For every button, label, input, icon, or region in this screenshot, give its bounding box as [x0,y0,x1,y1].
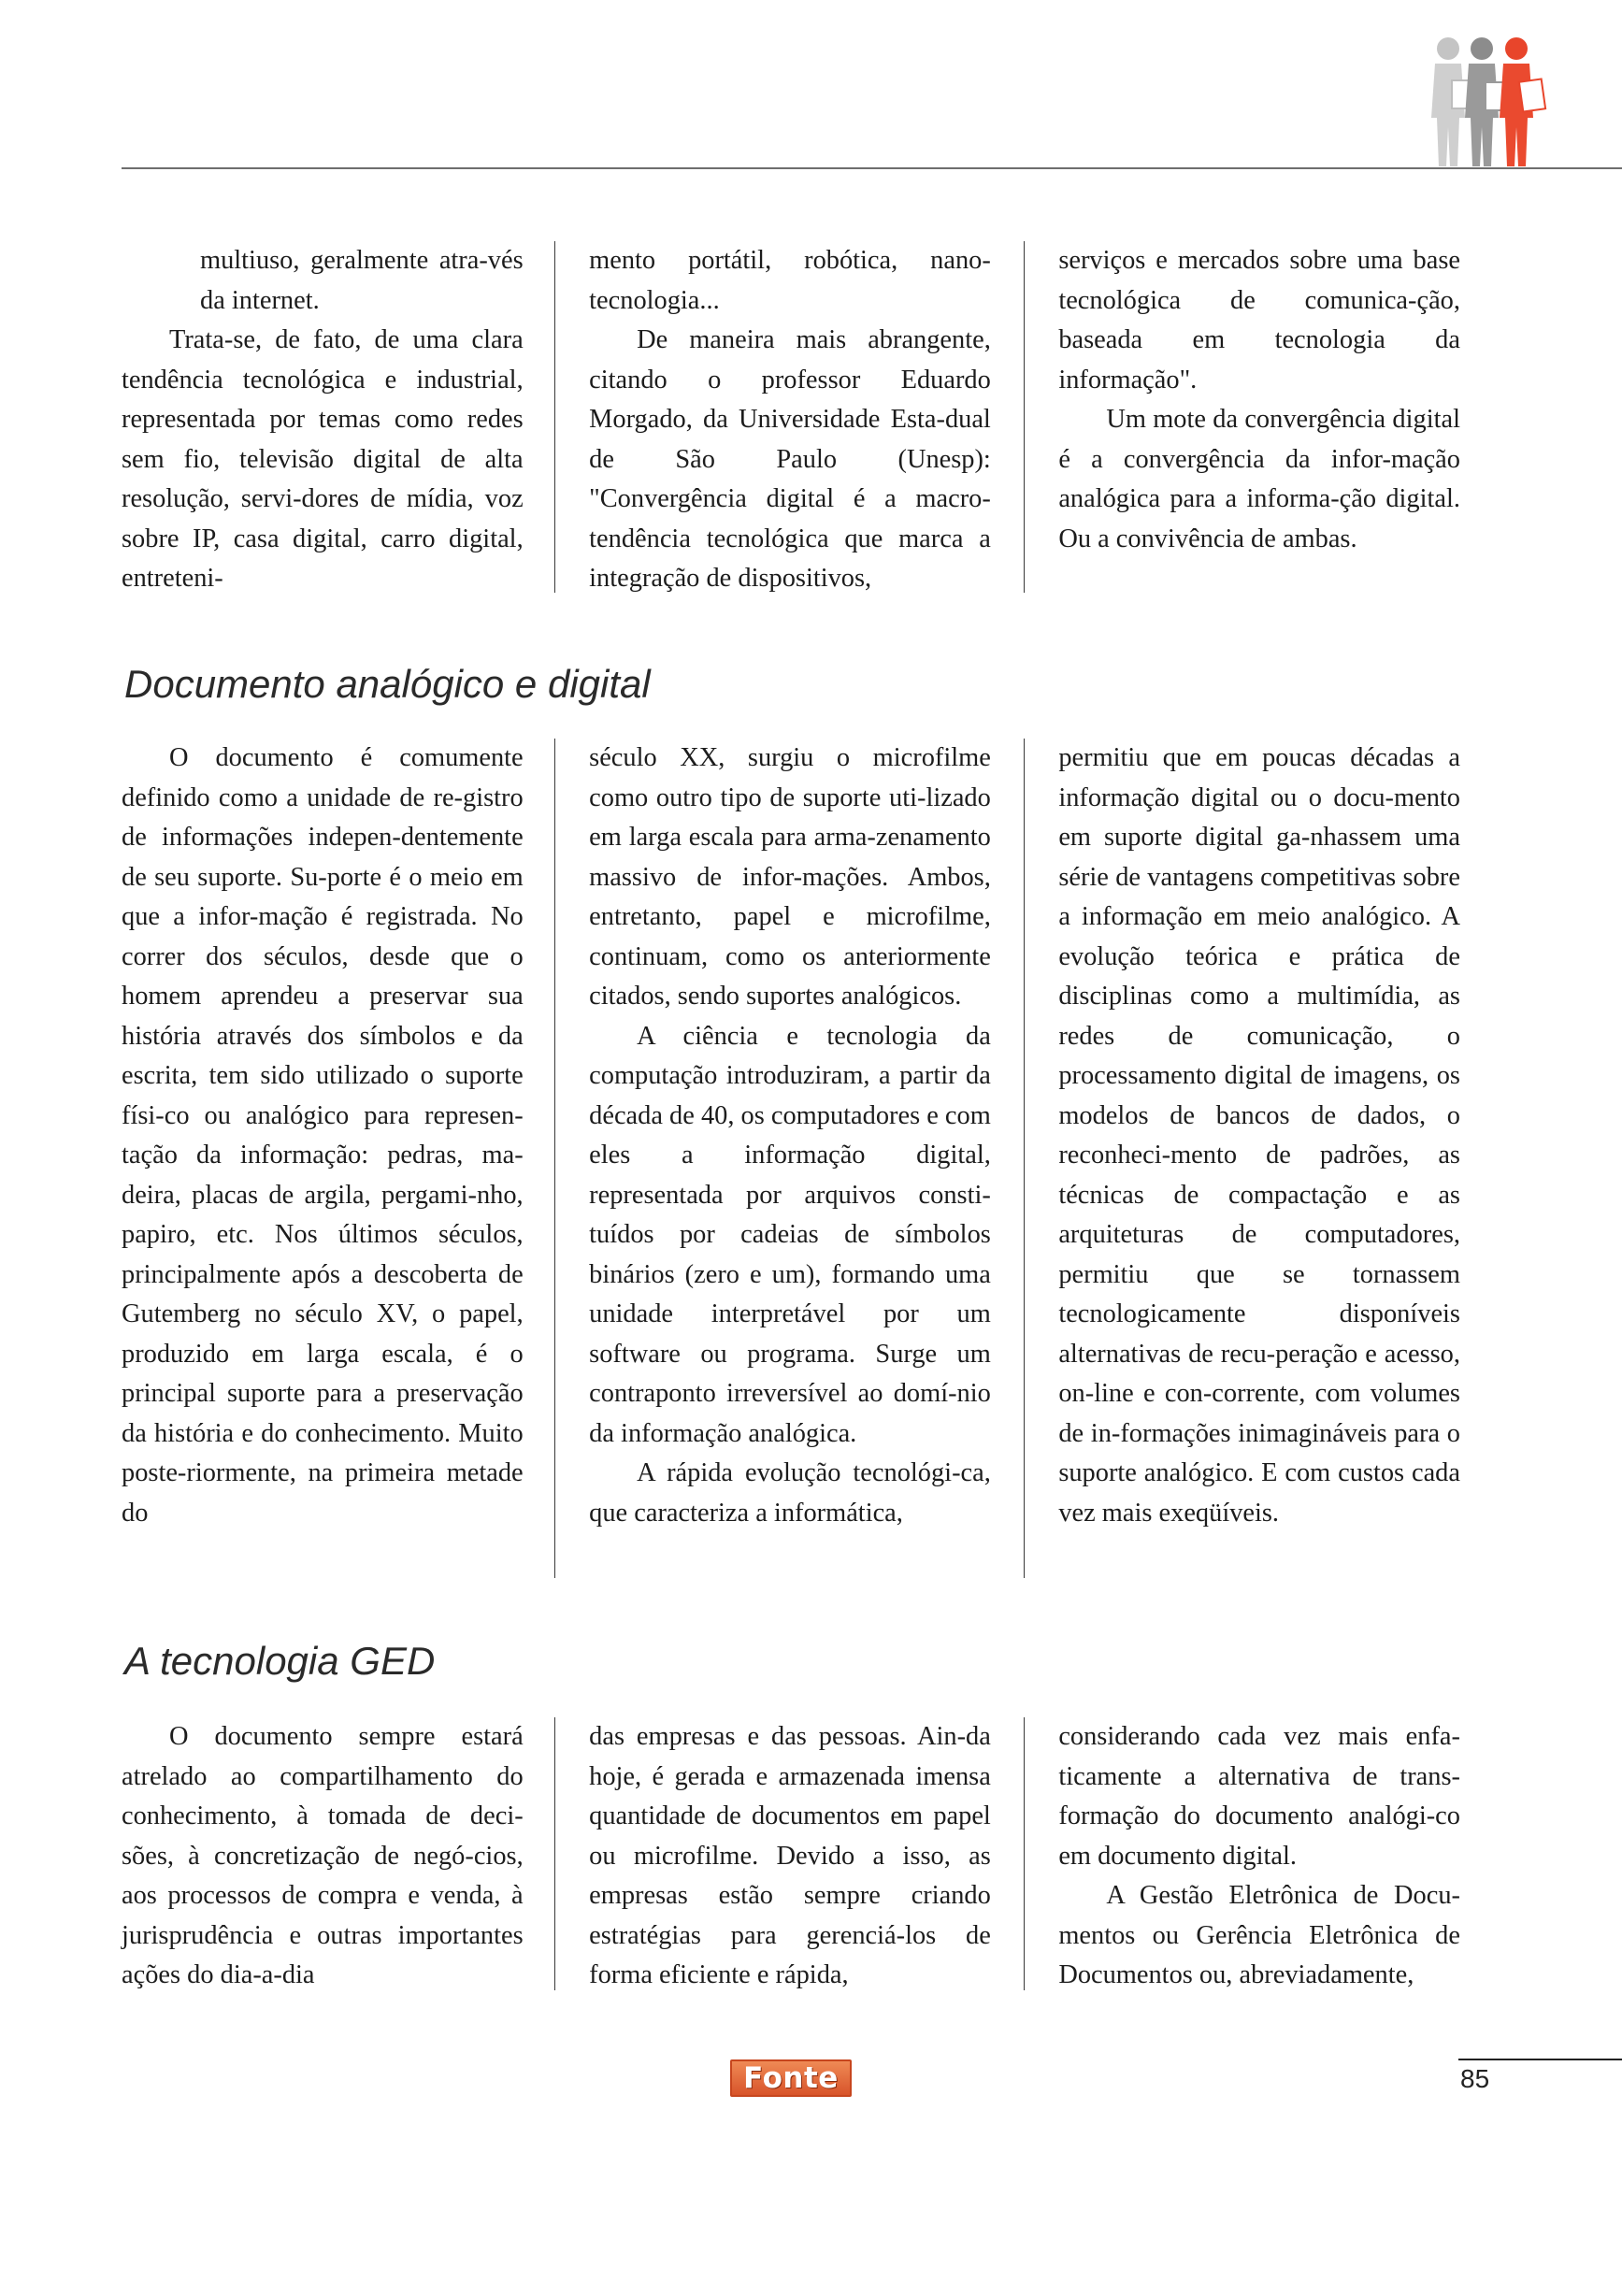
paragraph: De maneira mais abrangente, citando o professor Eduardo Morgado, da Universidade Esta-dual de São Paulo (Unesp): "Convergência digital é a macro-tendência tecnológica que marca a integração de dispositivos, [589,325,991,593]
column-2 [589,1717,991,1990]
paragraph: serviços e mercados sobre uma base tecnológica de comunica-ção, baseada em tecnologia da informação". [1058,246,1460,395]
paragraph: século XX, surgiu o microfilme como outro tipo de suporte uti-lizado em larga escala para arma-zenamento massivo de infor-mações. Ambos, entretanto, papel e microfilme, continuam, como os anteriormente citados, sendo suportes analógicos. [589,743,991,1011]
paragraph: multiuso, geralmente atra-vés da internet. [200,246,524,315]
section-heading: Documento analógico e digital [124,662,651,706]
column-2 [589,739,991,1578]
column-divider [554,1717,555,1990]
paragraph: das empresas e das pessoas. Ain-da hoje, é gerada e armazenada imensa quantidade de documentos em papel ou microfilme. Devido a isso, as empresas estão sempre criando estratégias para gerenciá-los de forma eficiente e rápida, [589,1722,991,1989]
paragraph: mento portátil, robótica, nano-tecnologia... [589,246,991,315]
column-1 [122,241,524,593]
paragraph: A rápida evolução tecnológi-ca, que caracteriza a informática, [589,1458,991,1528]
page-number: 85 [1460,2064,1490,2093]
paragraph: considerando cada vez mais enfa-ticamente a alternativa de trans-formação do documento analógi-co em documento digital. [1058,1722,1460,1871]
column-3 [1058,1717,1460,1990]
column-divider [1024,1717,1025,1990]
column-divider [554,739,555,1578]
column-2 [589,241,991,593]
paragraph: O documento é comumente definido como a unidade de re-gistro de informações indepen-dentemente de seu suporte. Su-porte é o meio em que a infor-mação é registrada. No correr dos séculos, desde que o homem aprendeu a preservar sua história através dos símbolos e da escrita, tem sido utilizado o suporte físi-co ou analógico para represen-tação da informação: pedras, ma-deira, placas de argila, pergami-nho, papiro, etc. Nos últimos séculos, principalmente após a descoberta de Gutemberg no século XV, o papel, produzido em larga escala, é o principal suporte para a preservação da história e do conhecimento. Muito poste-riormente, na primeira metade do [122,743,524,1528]
header-rule [122,167,1622,169]
ged-section [122,1717,1460,1990]
column-divider [554,241,555,593]
footer-rule [1458,2059,1622,2060]
column-3 [1058,241,1460,593]
column-1 [122,1717,524,1990]
paragraph: O documento sempre estará atrelado ao compartilhamento do conhecimento, à tomada de deci-sões, à concretização de negó-cios, aos processos de compra e venda, à jurisprudência e outras importantes ações do dia-a-dia [122,1722,524,1989]
column-1 [122,739,524,1578]
column-divider [1024,739,1025,1578]
fonte-brand-badge [730,2059,852,2097]
brand-label: Fonte [743,2061,839,2095]
column-divider [1024,241,1025,593]
people-logo-icon [1416,36,1557,172]
intro-section [122,241,1460,593]
documento-section [122,739,1460,1578]
paragraph: A Gestão Eletrônica de Docu-mentos ou Gerência Eletrônica de Documentos ou, abreviadamente, [1058,1881,1460,1989]
section-heading: A tecnologia GED [124,1639,436,1683]
column-3 [1058,739,1460,1578]
paragraph: Um mote da convergência digital é a convergência da infor-mação analógica para a informa-ção digital. Ou a convivência de ambas. [1058,405,1460,553]
paragraph: Trata-se, de fato, de uma clara tendência tecnológica e industrial, representada por temas como redes sem fio, televisão digital de alta resolução, servi-dores de mídia, voz sobre IP, casa digital, carro digital, entreteni- [122,325,524,593]
paragraph: permitiu que em poucas décadas a informação digital ou o docu-mento em suporte digital ga-nhassem uma série de vantagens competitivas sobre a informação em meio analógico. A evolução teórica e prática de disciplinas como a multimídia, as redes de comunicação, o processamento digital de imagens, os modelos de bancos de dados, o reconheci-mento de padrões, as técnicas de compactação e as arquiteturas de computadores, permitiu que se tornassem tecnologicamente disponíveis alternativas de recu-peração e acesso, on-line e con-corrente, com volumes de in-formações inimagináveis para o suporte analógico. E com custos cada vez mais exeqüíveis. [1058,743,1460,1528]
paragraph: A ciência e tecnologia da computação introduziram, a partir da década de 40, os computadores e com eles a informação digital, representada por arquivos consti-tuídos por cadeias de símbolos binários (zero e um), formando uma unidade interpretável por um software ou programa. Surge um contraponto irreversível ao domí-nio da informação analógica. [589,1021,991,1448]
